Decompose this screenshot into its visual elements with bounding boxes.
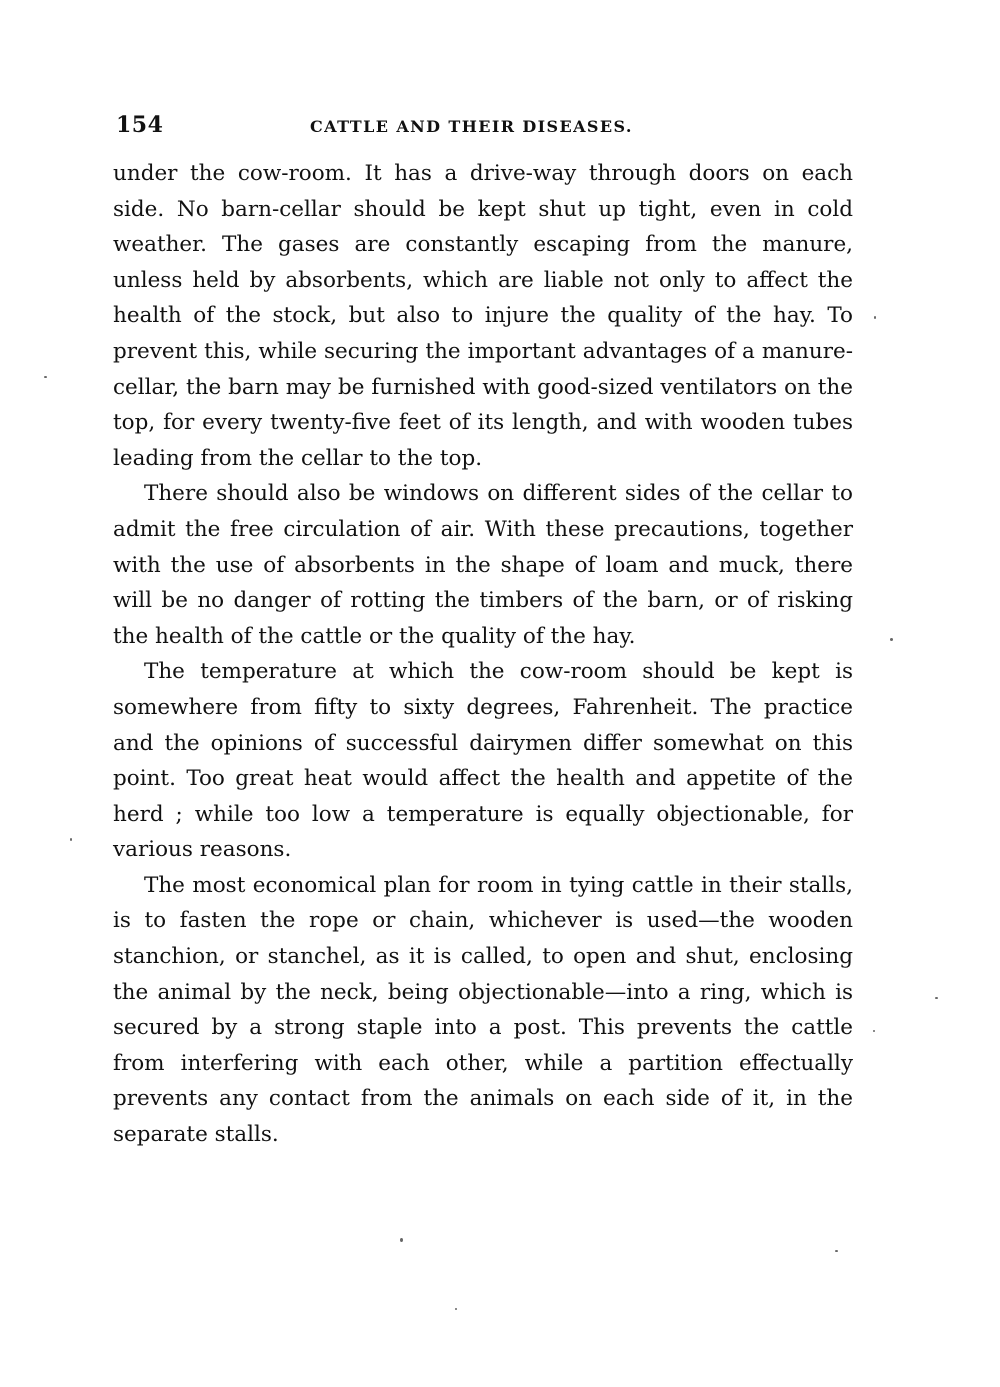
scan-speck [874, 316, 876, 319]
scan-speck [70, 838, 72, 841]
scan-speck [455, 1308, 457, 1310]
scan-speck [835, 1250, 838, 1252]
scan-speck [890, 638, 893, 641]
body-text [113, 156, 853, 1153]
page-number: 154 [116, 112, 164, 138]
page-header [116, 112, 856, 142]
paragraph-windows: There should also be windows on different sides of the cellar to admit the free circulation of air. With these precautions, together with the use of absorbents in the shape of loam and muck, there will be no danger of rotting the timbers of the barn, or of risking the health of the cattle or the quality of the hay. [113, 481, 853, 649]
paragraph-temperature: The temperature at which the cow-room should be kept is somewhere from fifty to sixty degrees, Fahrenheit. The practice and the opinions of successful dairymen differ somewhat on this point. Too great heat would affect the health and appetite of the herd ; while too low a temperature is equally objectionable, for various reasons. [113, 659, 853, 863]
scan-speck [873, 1030, 875, 1032]
scan-speck [935, 997, 938, 999]
scan-speck [400, 1238, 403, 1242]
scan-speck [44, 376, 47, 378]
running-title: CATTLE AND THEIR DISEASES. [310, 117, 633, 136]
paragraph-tying-cattle: The most economical plan for room in tying cattle in their stalls, is to fasten the rope or chain, whichever is used—the wooden stanchion, or stanchel, as it is called, to open and shut, enclosing the animal by the neck, being objectionable—into a ring, which is secured by a strong staple into a post. This prevents the cattle from interfering with each other, while a partition effectually prevents any contact from the animals on each side of it, in the separate stalls. [113, 872, 853, 1148]
paragraph-continued: under the cow-room. It has a drive-way through doors on each side. No barn-cellar should be kept shut up tight, even in cold weather. The gases are constantly escaping from the manure, unless held by absorbents, which are liable not only to affect the health of the stock, but also to injure the quality of the hay. To prevent this, while securing the important advantages of a manure-cellar, the barn may be furnished with good-sized ventilators on the top, for every twenty-five feet of its length, and with wooden tubes leading from the cellar to the top. [113, 161, 853, 471]
